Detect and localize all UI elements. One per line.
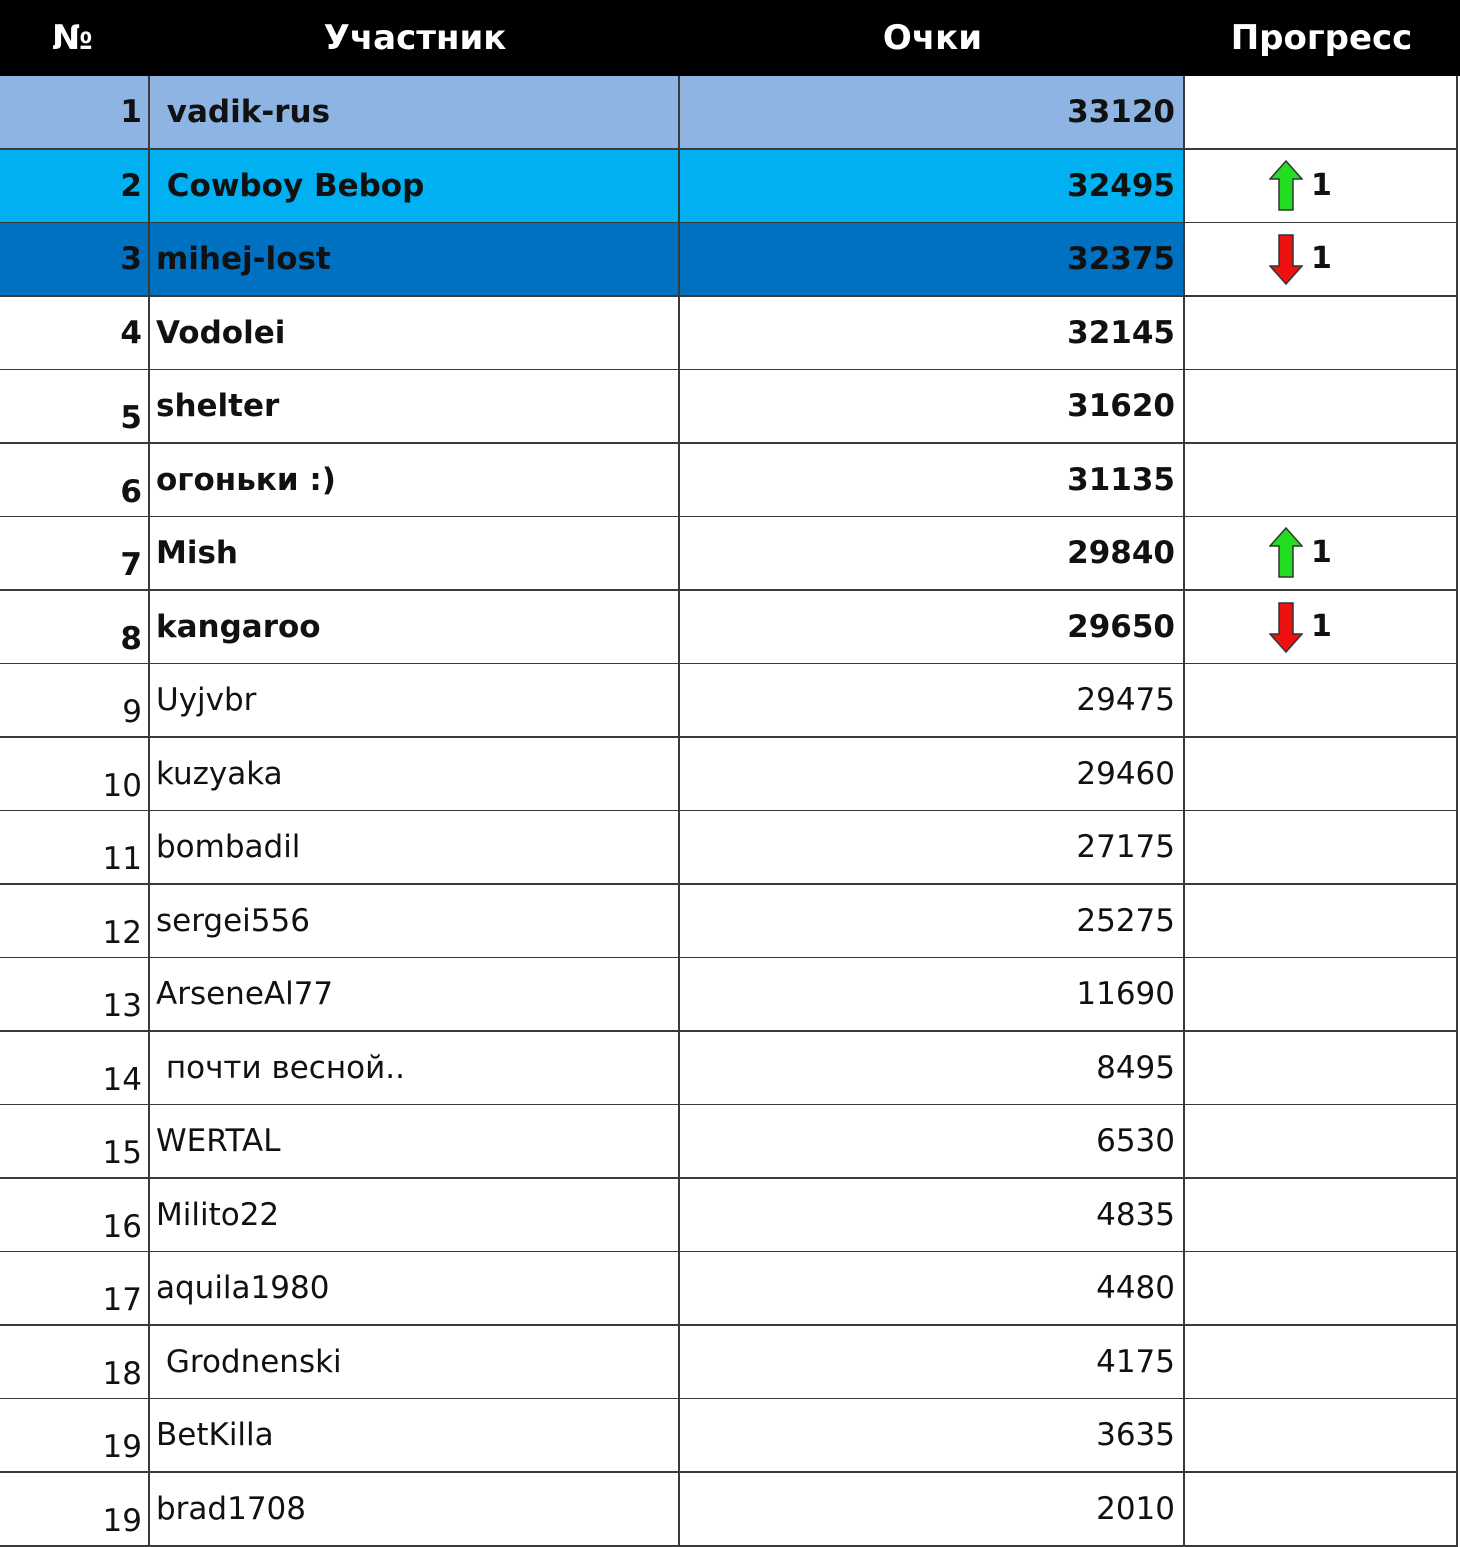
points-value: 6530 [1096, 1123, 1175, 1159]
participant-name: Vodolei [156, 314, 286, 351]
participant-name: kangaroo [156, 608, 321, 645]
points-cell [680, 444, 1185, 518]
participant-cell [150, 1105, 680, 1179]
progress-cell [1185, 1105, 1458, 1179]
progress-cell [1185, 738, 1458, 812]
participant-name: aquila1980 [156, 1270, 330, 1306]
progress-value: 1 [1311, 608, 1332, 644]
points-cell [680, 738, 1185, 812]
points-cell [680, 1032, 1185, 1106]
points-cell [680, 1252, 1185, 1326]
table-row [0, 591, 1460, 665]
points-value: 31620 [1067, 388, 1175, 424]
arrow-down-icon [1269, 601, 1303, 653]
progress-cell [1185, 1326, 1458, 1400]
points-cell [680, 811, 1185, 885]
points-cell [680, 297, 1185, 371]
participant-cell [150, 223, 680, 297]
points-cell [680, 1179, 1185, 1253]
rank-number: 14 [102, 1061, 142, 1098]
rank-number: 19 [102, 1429, 142, 1465]
points-cell [680, 1399, 1185, 1473]
rank-cell [0, 1252, 150, 1326]
rank-number: 16 [102, 1208, 142, 1245]
participant-cell [150, 297, 680, 371]
participant-name: ArseneAl77 [156, 976, 334, 1012]
rank-cell [0, 223, 150, 297]
points-cell [680, 517, 1185, 591]
table-row [0, 1326, 1460, 1400]
points-value: 4175 [1096, 1343, 1175, 1380]
points-value: 32145 [1067, 314, 1175, 351]
participant-cell [150, 1473, 680, 1547]
rank-cell [0, 958, 150, 1032]
rank-number: 4 [120, 314, 142, 351]
participant-name: Grodnenski [156, 1343, 342, 1380]
progress-cell [1185, 297, 1458, 371]
progress-cell [1185, 591, 1458, 665]
table-row [0, 76, 1460, 150]
rank-cell [0, 76, 150, 150]
points-value: 32495 [1067, 167, 1175, 204]
participant-name: Mish [156, 535, 238, 571]
progress-cell [1185, 150, 1458, 224]
rank-cell [0, 1326, 150, 1400]
participant-name: mihej-lost [156, 241, 331, 277]
rank-cell [0, 297, 150, 371]
points-cell [680, 150, 1185, 224]
table-row [0, 811, 1460, 885]
points-cell [680, 664, 1185, 738]
participant-name: WERTAL [156, 1123, 281, 1159]
points-value: 4480 [1096, 1270, 1175, 1306]
rank-number: 2 [120, 167, 142, 204]
points-value: 27175 [1076, 829, 1175, 865]
table-row [0, 1252, 1460, 1326]
header-points: Очки [882, 18, 983, 58]
rank-cell [0, 1179, 150, 1253]
rank-cell [0, 664, 150, 738]
participant-cell [150, 1032, 680, 1106]
table-header [0, 0, 1460, 76]
participant-cell [150, 591, 680, 665]
participant-cell [150, 517, 680, 591]
table-row [0, 223, 1460, 297]
rank-cell [0, 517, 150, 591]
rank-number: 18 [102, 1355, 142, 1392]
participant-cell [150, 150, 680, 224]
progress-value: 1 [1311, 241, 1332, 276]
header-progress: Прогресс [1230, 18, 1413, 58]
participant-cell [150, 444, 680, 518]
progress-cell [1185, 1399, 1458, 1473]
participant-cell [150, 76, 680, 150]
points-value: 3635 [1096, 1417, 1175, 1453]
progress-value: 1 [1311, 535, 1332, 570]
rank-number: 9 [122, 694, 142, 730]
participant-name: kuzyaka [156, 755, 283, 792]
participant-cell [150, 1252, 680, 1326]
participant-cell [150, 958, 680, 1032]
progress-cell [1185, 885, 1458, 959]
table-row [0, 958, 1460, 1032]
table-row [0, 370, 1460, 444]
table-row [0, 1179, 1460, 1253]
participant-cell [150, 1326, 680, 1400]
table-row [0, 150, 1460, 224]
rank-cell [0, 811, 150, 885]
rank-number: 17 [102, 1282, 142, 1318]
rank-cell [0, 885, 150, 959]
participant-name: почти весной.. [156, 1049, 405, 1086]
participant-name: BetKilla [156, 1417, 274, 1453]
points-cell [680, 1326, 1185, 1400]
rank-number: 8 [120, 620, 142, 657]
participant-name: brad1708 [156, 1490, 306, 1527]
rank-number: 1 [120, 94, 142, 130]
points-value: 25275 [1076, 902, 1175, 939]
points-cell [680, 1105, 1185, 1179]
points-cell [680, 370, 1185, 444]
progress-cell [1185, 223, 1458, 297]
rank-number: 3 [120, 241, 142, 277]
progress-cell [1185, 958, 1458, 1032]
arrow-up-icon [1269, 160, 1303, 212]
points-value: 29460 [1076, 755, 1175, 792]
rank-number: 6 [120, 473, 142, 510]
progress-cell [1185, 370, 1458, 444]
progress-cell [1185, 76, 1458, 150]
header-num: № [52, 18, 93, 58]
participant-cell [150, 370, 680, 444]
points-value: 11690 [1076, 976, 1175, 1012]
rank-number: 13 [102, 988, 142, 1024]
arrow-down-icon [1269, 233, 1303, 285]
participant-cell [150, 811, 680, 885]
table-row [0, 517, 1460, 591]
participant-name: shelter [156, 388, 280, 424]
table-row [0, 1105, 1460, 1179]
progress-cell [1185, 1473, 1458, 1547]
table-row [0, 664, 1460, 738]
rank-cell [0, 1105, 150, 1179]
rank-cell [0, 591, 150, 665]
points-value: 32375 [1067, 241, 1175, 277]
table-row [0, 297, 1460, 371]
rank-number: 10 [102, 767, 142, 804]
rank-cell [0, 444, 150, 518]
participant-cell [150, 738, 680, 812]
participant-cell [150, 1179, 680, 1253]
progress-cell [1185, 1179, 1458, 1253]
arrow-up-icon [1269, 527, 1303, 579]
progress-cell [1185, 664, 1458, 738]
header-participant: Участник [323, 18, 507, 58]
rank-number: 12 [102, 914, 142, 951]
rank-number: 5 [120, 400, 142, 436]
table-row [0, 1032, 1460, 1106]
points-cell [680, 958, 1185, 1032]
points-value: 29840 [1067, 535, 1175, 571]
participant-cell [150, 664, 680, 738]
table-row [0, 738, 1460, 812]
participant-name: Uyjvbr [156, 682, 257, 718]
rank-cell [0, 738, 150, 812]
progress-cell [1185, 517, 1458, 591]
progress-cell [1185, 811, 1458, 885]
rank-number: 7 [120, 547, 142, 583]
points-value: 33120 [1067, 94, 1175, 130]
rank-number: 11 [102, 841, 142, 877]
participant-cell [150, 885, 680, 959]
points-cell [680, 591, 1185, 665]
points-cell [680, 223, 1185, 297]
points-value: 8495 [1096, 1049, 1175, 1086]
rank-cell [0, 370, 150, 444]
rank-number: 15 [102, 1135, 142, 1171]
rank-cell [0, 1032, 150, 1106]
points-value: 31135 [1067, 461, 1175, 498]
points-cell [680, 1473, 1185, 1547]
points-value: 2010 [1096, 1490, 1175, 1527]
progress-cell [1185, 1252, 1458, 1326]
points-value: 4835 [1096, 1196, 1175, 1233]
table-row [0, 1399, 1460, 1473]
points-cell [680, 76, 1185, 150]
table-row [0, 444, 1460, 518]
participant-name: Cowboy Bebop [156, 167, 425, 204]
participant-name: огоньки :) [156, 461, 336, 498]
table-row [0, 1473, 1460, 1547]
participant-name: sergei556 [156, 902, 310, 939]
table-row [0, 885, 1460, 959]
rank-cell [0, 150, 150, 224]
progress-value: 1 [1311, 167, 1332, 203]
participant-name: vadik-rus [156, 94, 331, 130]
rank-number: 19 [102, 1502, 142, 1539]
participant-name: Milito22 [156, 1196, 280, 1233]
rank-cell [0, 1473, 150, 1547]
participant-name: bombadil [156, 829, 301, 865]
rank-cell [0, 1399, 150, 1473]
points-value: 29475 [1076, 682, 1175, 718]
participant-cell [150, 1399, 680, 1473]
points-value: 29650 [1067, 608, 1175, 645]
progress-cell [1185, 1032, 1458, 1106]
progress-cell [1185, 444, 1458, 518]
points-cell [680, 885, 1185, 959]
